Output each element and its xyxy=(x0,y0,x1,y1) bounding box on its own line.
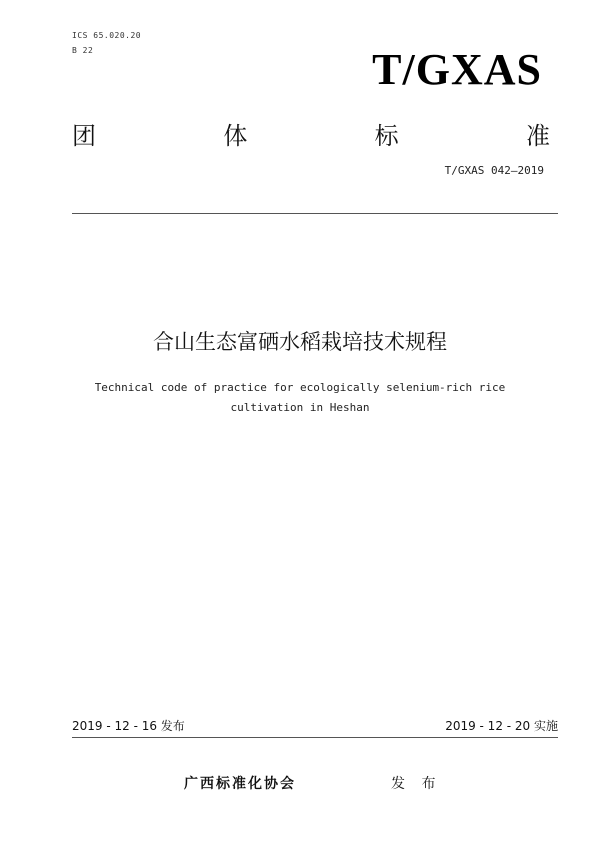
issue-date: 2019 - 12 - 16 发布 xyxy=(72,719,185,733)
category-char-1: 团 xyxy=(72,122,96,150)
english-title-line-2: cultivation in Heshan xyxy=(230,401,370,414)
standard-logo: T/GXAS xyxy=(372,45,542,94)
category-char-3: 标 xyxy=(374,122,399,150)
standard-number: T/GXAS 042—2019 xyxy=(444,164,544,177)
implementation-date: 2019 - 12 - 20 实施 xyxy=(445,719,558,733)
category-char-4: 准 xyxy=(525,122,550,150)
top-divider xyxy=(72,213,558,214)
ccs-code: B 22 xyxy=(72,46,94,55)
publish-label: 发 布 xyxy=(391,776,442,792)
publisher-name: 广西标准化协会 xyxy=(184,776,296,792)
standard-category xyxy=(72,116,550,151)
bottom-divider xyxy=(72,737,558,738)
document-title-chinese: 合山生态富硒水稻栽培技术规程 xyxy=(153,330,447,354)
document-title-english xyxy=(0,378,600,418)
category-char-2: 体 xyxy=(223,122,248,150)
english-title-line-1: Technical code of practice for ecologically selenium-rich rice xyxy=(94,381,506,394)
ics-code: ICS 65.020.20 xyxy=(72,31,142,40)
